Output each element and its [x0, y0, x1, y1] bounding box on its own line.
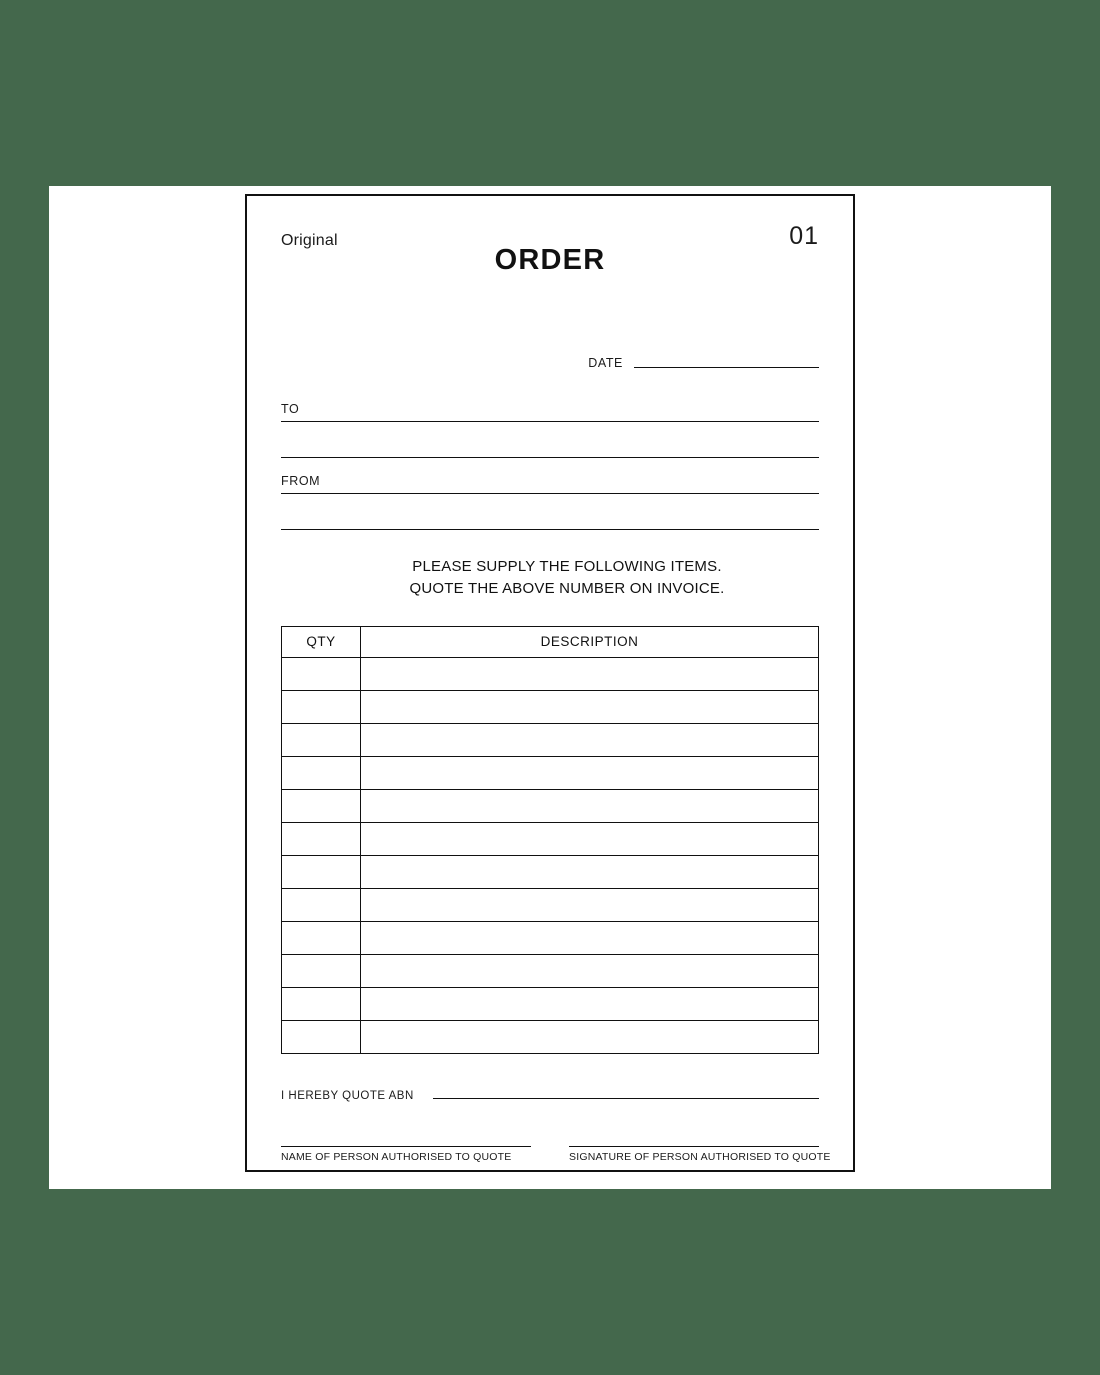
cell-description[interactable] [361, 657, 819, 690]
abn-input-line[interactable] [433, 1098, 819, 1099]
authorised-name-caption: NAME OF PERSON AUTHORISED TO QUOTE [281, 1150, 512, 1163]
table-row[interactable] [282, 1020, 819, 1053]
date-input-line[interactable] [634, 367, 819, 368]
cell-qty[interactable] [282, 789, 361, 822]
to-input-line-1[interactable] [281, 386, 819, 422]
cell-qty[interactable] [282, 723, 361, 756]
cell-description[interactable] [361, 855, 819, 888]
from-field-block [281, 458, 819, 530]
form-header [281, 218, 819, 284]
authorised-signature-input-line[interactable] [569, 1130, 819, 1147]
cell-qty[interactable] [282, 987, 361, 1020]
from-label: FROM [281, 474, 321, 488]
to-label: TO [281, 402, 300, 416]
abn-quote-label: I HEREBY QUOTE ABN [281, 1089, 414, 1102]
table-row[interactable] [282, 789, 819, 822]
instructions-block [281, 556, 819, 600]
table-row[interactable] [282, 690, 819, 723]
column-header-description: DESCRIPTION [361, 626, 819, 657]
date-field-row [281, 336, 819, 376]
table-row[interactable] [282, 723, 819, 756]
cell-description[interactable] [361, 723, 819, 756]
cell-description[interactable] [361, 789, 819, 822]
items-table [281, 626, 819, 1054]
cell-description[interactable] [361, 987, 819, 1020]
table-row[interactable] [282, 888, 819, 921]
instruction-line-1: PLEASE SUPPLY THE FOLLOWING ITEMS. [412, 558, 722, 575]
cell-qty[interactable] [282, 921, 361, 954]
authorised-signature-caption: SIGNATURE OF PERSON AUTHORISED TO QUOTE [569, 1150, 831, 1163]
items-table-head [282, 626, 819, 657]
cell-description[interactable] [361, 756, 819, 789]
authorised-name-field [281, 1130, 531, 1163]
document-number: 01 [789, 222, 819, 250]
authorised-name-input-line[interactable] [281, 1130, 531, 1147]
abn-quote-row [281, 1076, 819, 1106]
cell-qty[interactable] [282, 822, 361, 855]
cell-qty[interactable] [282, 855, 361, 888]
cell-description[interactable] [361, 921, 819, 954]
cell-qty[interactable] [282, 657, 361, 690]
to-field-block [281, 386, 819, 458]
from-input-line-2[interactable] [281, 494, 819, 530]
cell-qty[interactable] [282, 1020, 361, 1053]
instruction-line-2: QUOTE THE ABOVE NUMBER ON INVOICE. [409, 579, 725, 597]
copy-type-label: Original [281, 232, 338, 249]
form-content [247, 196, 853, 1170]
cell-qty[interactable] [282, 690, 361, 723]
table-row[interactable] [282, 657, 819, 690]
table-row[interactable] [282, 954, 819, 987]
authorised-signature-field [569, 1130, 831, 1163]
cell-qty[interactable] [282, 888, 361, 921]
table-header-row [282, 626, 819, 657]
table-row[interactable] [282, 921, 819, 954]
order-form-sheet [245, 194, 855, 1172]
cell-description[interactable] [361, 822, 819, 855]
table-row[interactable] [282, 822, 819, 855]
cell-qty[interactable] [282, 954, 361, 987]
page-canvas [49, 186, 1051, 1189]
to-input-line-2[interactable] [281, 422, 819, 458]
column-header-qty: QTY [282, 626, 361, 657]
signature-row [281, 1130, 831, 1163]
from-input-line-1[interactable] [281, 458, 819, 494]
table-row[interactable] [282, 987, 819, 1020]
cell-qty[interactable] [282, 756, 361, 789]
cell-description[interactable] [361, 690, 819, 723]
table-row[interactable] [282, 756, 819, 789]
cell-description[interactable] [361, 954, 819, 987]
cell-description[interactable] [361, 1020, 819, 1053]
cell-description[interactable] [361, 888, 819, 921]
page-title: ORDER [494, 244, 606, 276]
date-label: DATE [588, 356, 623, 370]
table-row[interactable] [282, 855, 819, 888]
items-table-body [282, 657, 819, 1053]
